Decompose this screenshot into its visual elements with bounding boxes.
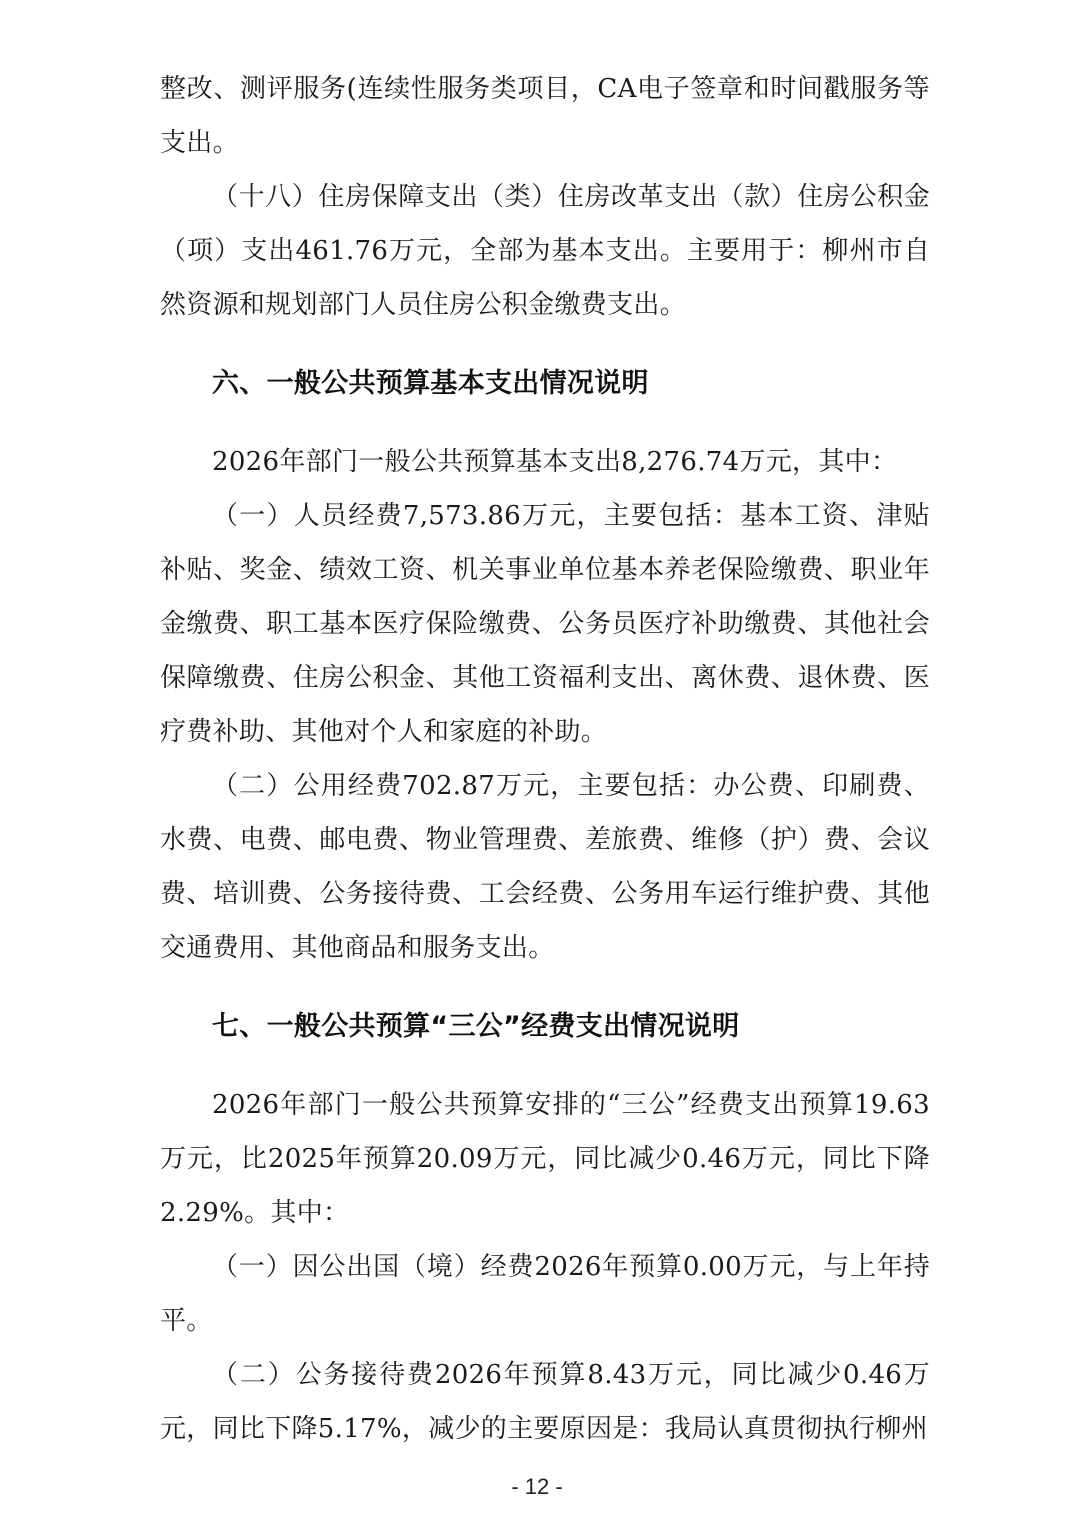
paragraph-reception-expenses: （二）公务接待费2026年预算8.43万元，同比减少0.46万元，同比下降5.17%，减少的主要原因是：我局认真贯彻执行柳州	[160, 1360, 930, 1444]
paragraph-continuation: 整改、测评服务(连续性服务类项目，CA电子签章和时间戳服务等支出。	[160, 74, 930, 158]
page-body	[160, 62, 930, 1456]
paragraph-personnel-expenses: （一）人员经费7,573.86万元，主要包括：基本工资、津贴补贴、奖金、绩效工资、机关事业单位基本养老保险缴费、职业年金缴费、职工基本医疗保险缴费、公务员医疗补助缴费、其他社会保障缴费、住房公积金、其他工资福利支出、离休费、退休费、医疗费补助、其他对个人和家庭的补助。	[160, 501, 930, 747]
paragraph-housing-fund: （十八）住房保障支出（类）住房改革支出（款）住房公积金（项）支出461.76万元，全部为基本支出。主要用于：柳州市自然资源和规划部门人员住房公积金缴费支出。	[160, 182, 930, 320]
section-heading-7: 七、一般公共预算“三公”经费支出情况说明	[212, 1011, 740, 1042]
paragraph-overseas-expenses: （一）因公出国（境）经费2026年预算0.00万元，与上年持平。	[160, 1252, 930, 1336]
page-number: - 12 -	[511, 1474, 563, 1499]
section-heading-6: 六、一般公共预算基本支出情况说明	[212, 368, 649, 399]
paragraph-public-expenses: （二）公用经费702.87万元，主要包括：办公费、印刷费、水费、电费、邮电费、物业管理费、差旅费、维修（护）费、会议费、培训费、公务接待费、工会经费、公务用车运行维护费、其他交通费用、其他商品和服务支出。	[160, 771, 930, 963]
paragraph-three-public-total: 2026年部门一般公共预算安排的“三公”经费支出预算19.63万元，比2025年预算20.09万元，同比减少0.46万元，同比下降2.29%。其中：	[160, 1090, 930, 1228]
paragraph-basic-expenditure: 2026年部门一般公共预算基本支出8,276.74万元，其中：	[212, 447, 898, 477]
